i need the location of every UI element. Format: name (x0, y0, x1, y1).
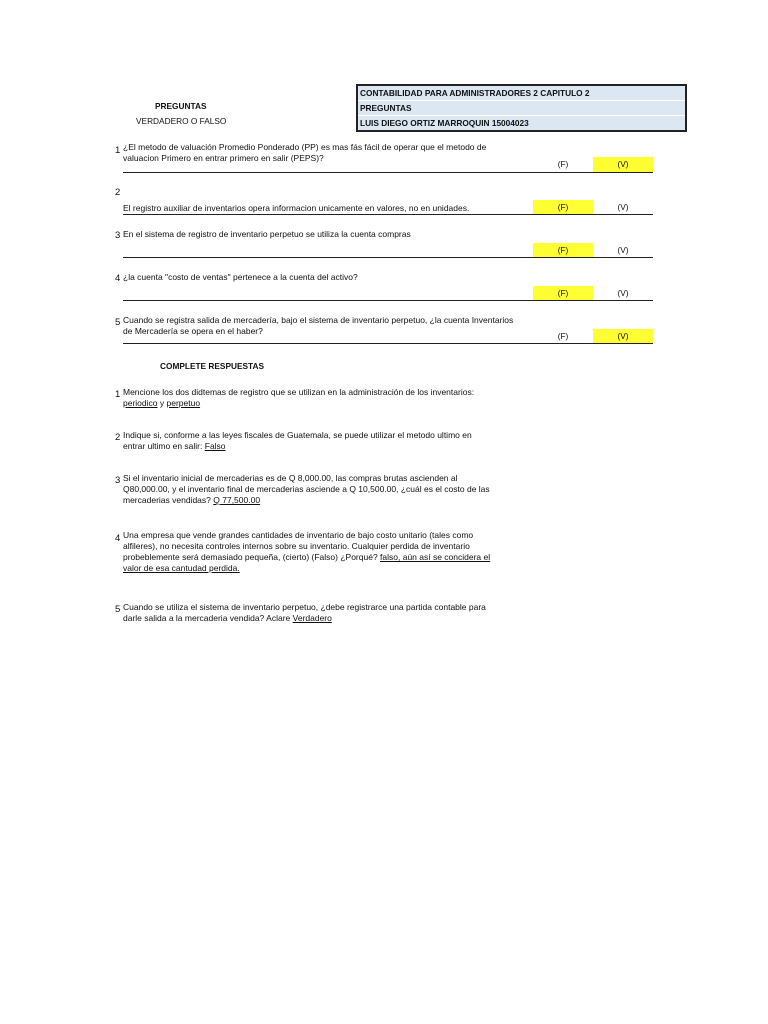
tf-question-2: El registro auxiliar de inventarios opera informacion unicamente en valores, no en unidades. (123, 203, 470, 213)
tf-option-f-2[interactable]: (F) (533, 200, 593, 215)
answer-periodico: periodico (123, 398, 158, 408)
cq-answer-line (123, 563, 543, 574)
cq-question-1 (123, 387, 543, 409)
tf-number-2: 2 (115, 187, 121, 198)
cq-question-4 (123, 530, 543, 574)
tf-option-f-3[interactable]: (F) (533, 243, 593, 258)
divider (123, 300, 653, 301)
cq-number-2: 2 (115, 432, 121, 443)
tf-number-5: 5 (115, 317, 121, 328)
tf-question-4: ¿la cuenta "costo de ventas" pertenece a la cuenta del activo? (123, 272, 358, 282)
divider (123, 172, 653, 173)
tf-question-5: Cuando se registra salida de mercadería, bajo el sistema de inventario perpetuo, ¿la cuenta Inventarios de Mercadería se opera en el haber? (123, 315, 514, 336)
answer-perpetuo: perpetuo (166, 398, 201, 408)
cq-answer-line (123, 398, 543, 409)
answer-falso: Falso (204, 441, 226, 451)
cq-number-3: 3 (115, 475, 121, 486)
tf-option-v-5[interactable]: (V) (593, 329, 653, 344)
preguntas-label: PREGUNTAS (155, 101, 207, 111)
tf-question-3: En el sistema de registro de inventario perpetuo se utiliza la cuenta compras (123, 229, 411, 239)
conjunction: y (159, 398, 165, 408)
cq-line: darle salida a la mercaderia vendida? Aclare (123, 613, 291, 623)
tf-number-1: 1 (115, 145, 121, 156)
complete-title: COMPLETE RESPUESTAS (160, 361, 265, 371)
cq-answer-line (123, 552, 543, 563)
tf-number-3: 3 (115, 230, 121, 241)
cq-number-4: 4 (115, 533, 121, 544)
answer-falso-razon: falso, aún así se concidera el (380, 552, 491, 562)
cq-line: Indique si, conforme a las leyes fiscales de Guatemala, se puede utilizar el metodo ultimo en (123, 430, 472, 440)
cq-answer-line (123, 495, 543, 506)
section-title: PREGUNTAS (358, 101, 685, 116)
cq-line: alfileres), no necesita controles internos sobre su inventario. Cualquier perdida de inventario (123, 541, 470, 551)
cq-line: probeblemente será demasiado pequeña, (cierto) (Falso) ¿Porqué? (123, 552, 378, 562)
answer-falso-razon-cont: valor de esa cantudad perdida. (123, 563, 240, 573)
answer-costo: Q 77,500.00 (213, 495, 261, 505)
tf-option-v-1[interactable]: (V) (593, 157, 653, 172)
header-box (356, 84, 687, 132)
cq-line: Mencione los dos didtemas de registro que se utilizan en la administración de los inventarios: (123, 387, 475, 397)
tf-option-f-5[interactable]: (F) (557, 331, 569, 341)
tf-option-v-3[interactable]: (V) (617, 245, 629, 255)
tf-number-4: 4 (115, 273, 121, 284)
divider (123, 214, 653, 215)
cq-number-5: 5 (115, 604, 121, 615)
student-name: LUIS DIEGO ORTIZ MARROQUIN 15004023 (358, 116, 685, 130)
tf-option-f-4[interactable]: (F) (533, 286, 593, 301)
cq-question-3 (123, 473, 543, 506)
divider (123, 257, 653, 258)
cq-line: Una empresa que vende grandes cantidades de inventario de bajo costo unitario (tales como (123, 530, 474, 540)
cq-question-5 (123, 602, 543, 624)
cq-question-2 (123, 430, 543, 452)
divider (123, 343, 653, 344)
tf-option-f-1[interactable]: (F) (557, 159, 569, 169)
tf-question-1: ¿El metodo de valuación Promedio Ponderado (PP) es mas fás fácil de operar que el metodo de valuacion Primero en entrar primero en salir (PEPS)? (123, 142, 487, 163)
cq-line: mercaderias vendidas? (123, 495, 211, 505)
cq-line: entrar ultimo en salir: (123, 441, 203, 451)
cq-line: Q80,000.00, y el inventario final de mercaderias asciende a Q 10,500.00, ¿cuál es el costo de las (123, 484, 490, 494)
cq-answer-line (123, 441, 543, 452)
vf-label: VERDADERO O FALSO (136, 116, 227, 126)
tf-option-v-4[interactable]: (V) (617, 288, 629, 298)
answer-verdadero: Verdadero (292, 613, 332, 623)
tf-option-v-2[interactable]: (V) (617, 202, 629, 212)
cq-line: Si el inventario inicial de mercaderias es de Q 8,000.00, las compras brutas ascienden al (123, 473, 458, 483)
cq-number-1: 1 (115, 389, 121, 400)
cq-answer-line (123, 613, 543, 624)
cq-line: Cuando se utiliza el sistema de inventario perpetuo, ¿debe registrarce una partida contable para (123, 602, 486, 612)
course-title: CONTABILIDAD PARA ADMINISTRADORES 2 CAPITULO 2 (358, 86, 685, 101)
